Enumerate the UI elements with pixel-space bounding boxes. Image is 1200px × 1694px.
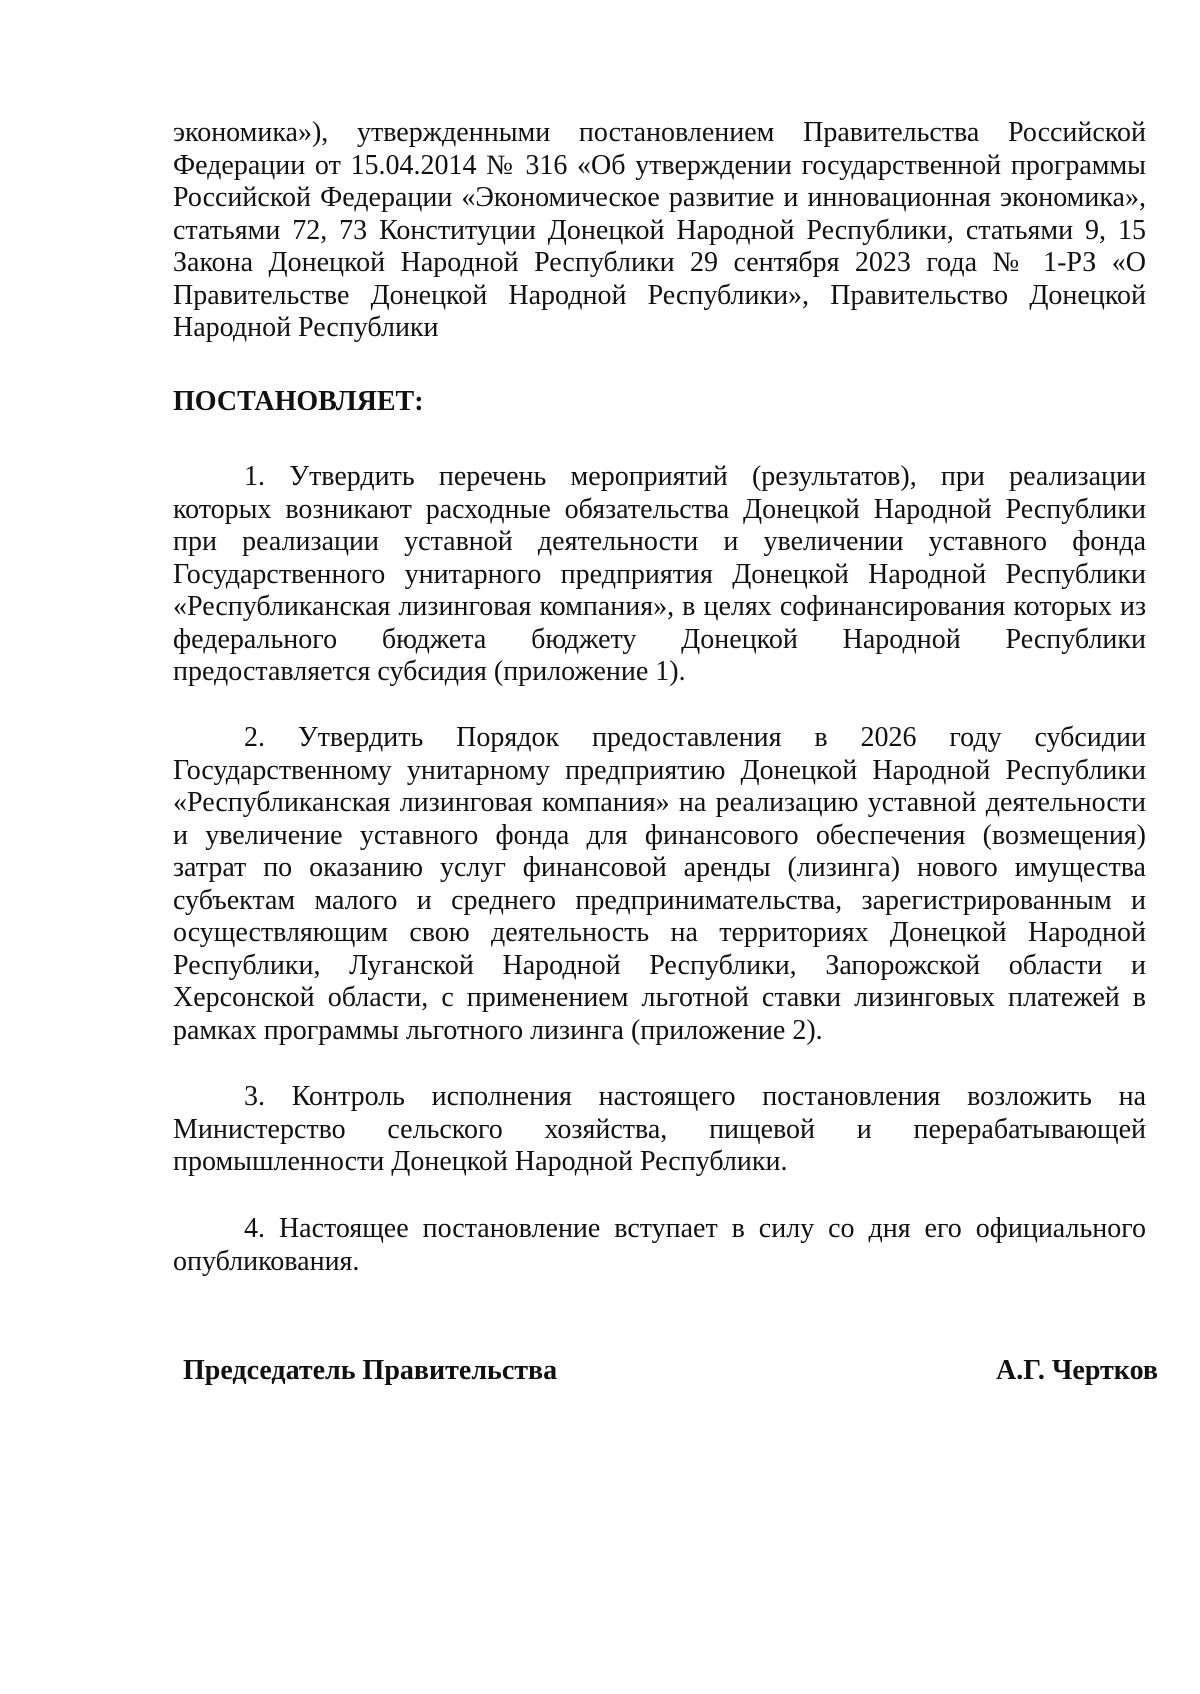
resolution-heading: ПОСТАНОВЛЯЕТ:	[173, 386, 424, 417]
resolution-item-4: 4. Настоящее постановление вступает в силу со дня его официального опубликования.	[173, 1213, 1146, 1277]
signatory-title: Председатель Правительства	[183, 1355, 558, 1386]
signature-block	[183, 1355, 1158, 1391]
signatory-name: А.Г. Чертков	[996, 1355, 1158, 1386]
resolution-item-1: 1. Утвердить перечень мероприятий (результатов), при реализации которых возникают расходные обязательства Донецкой Народной Республики при реализации уставной деятельности и увеличении уставного фонда Государственного унитарного предприятия Донецкой Народной Республики «Республиканская лизинговая компания», в целях софинансирования которых из федерального бюджета бюджету Донецкой Народной Республики предоставляется субсидия (приложение 1).	[173, 461, 1146, 687]
resolution-item-3: 3. Контроль исполнения настоящего постановления возложить на Министерство сельского хозяйства, пищевой и перерабатывающей промышленности Донецкой Народной Республики.	[173, 1081, 1146, 1177]
resolution-item-2: 2. Утвердить Порядок предоставления в 2026 году субсидии Государственному унитарному предприятию Донецкой Народной Республики «Республиканская лизинговая компания» на реализацию уставной деятельности и увеличение уставного фонда для финансового обеспечения (возмещения) затрат по оказанию услуг финансовой аренды (лизинга) нового имущества субъектам малого и среднего предпринимательства, зарегистрированным и осуществляющим свою деятельность на территориях Донецкой Народной Республики, Луганской Народной Республики, Запорожской области и Херсонской области, с применением льготной ставки лизинговых платежей в рамках программы льготного лизинга (приложение 2).	[173, 722, 1146, 1046]
intro-paragraph: экономика»), утвержденными постановлением Правительства Российской Федерации от 15.04.2014 № 316 «Об утверждении государственной программы Российской Федерации «Экономическое развитие и инновационная экономика», статьями 72, 73 Конституции Донецкой Народной Республики, статьями 9, 15 Закона Донецкой Народной Республики 29 сентября 2023 года № 1-РЗ «О Правительстве Донецкой Народной Республики», Правительство Донецкой Народной Республики	[173, 117, 1146, 343]
